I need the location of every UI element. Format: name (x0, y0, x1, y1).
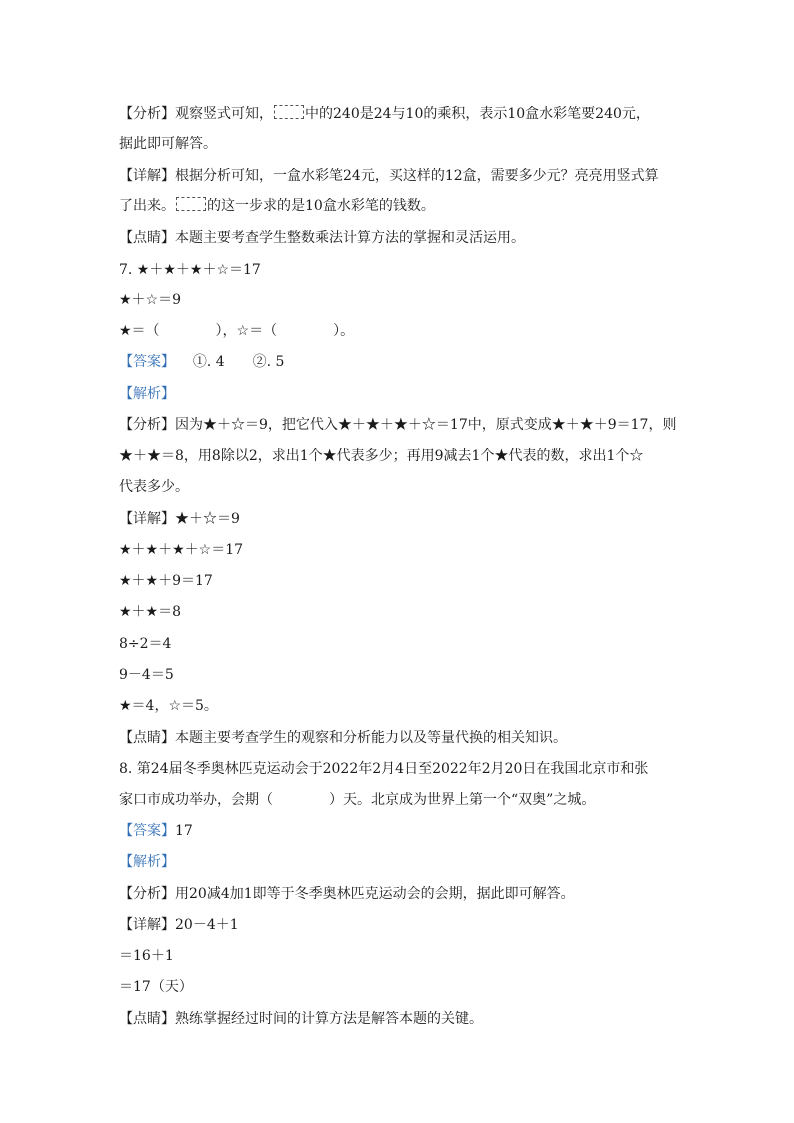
q7-detail-1: 【详解】★＋☆＝9 (119, 511, 240, 527)
q7-condition: ★＋☆＝9 (119, 292, 182, 308)
q7-analysis-2: ★＋★＝8，用8除以2，求出1个★代表多少；再用9减去1个★代表的数，求出1个☆ (119, 448, 644, 464)
q7-comment: 【点睛】本题主要考查学生的观察和分析能力以及等量代换的相关知识。 (119, 730, 567, 746)
answer-label: 【答案】 (119, 823, 175, 839)
q7-detail-2: ★＋★＋★＋☆＝17 (119, 542, 244, 558)
detail-line-1: 【详解】根据分析可知，一盒水彩笔24元，买这样的12盒，需要多少元？亮亮用竖式算 (119, 168, 659, 184)
q7-explain-label: 【解析】 (119, 386, 175, 402)
analysis-line-2: 据此即可解答。 (119, 136, 217, 152)
q8-explain-label: 【解析】 (119, 854, 175, 870)
q8-detail-3: ＝17（天） (119, 979, 193, 995)
q7-answer (119, 352, 679, 372)
q7-blanks: ★＝（ ），☆＝（ ）。 (119, 323, 355, 339)
answer-label: 【答案】 (119, 354, 175, 370)
dashed-box-icon (176, 197, 206, 211)
q8-stem-1: 8. 第24届冬季奥林匹克运动会于2022年2月4日至2022年2月20日在我国北京市和张 (119, 761, 649, 777)
q7-detail-7: ★＝4，☆＝5。 (119, 698, 218, 714)
q8-comment: 【点睛】熟练掌握经过时间的计算方法是解答本题的关键。 (119, 1011, 483, 1027)
comment-line: 【点睛】本题主要考查学生整数乘法计算方法的掌握和灵活运用。 (119, 230, 525, 246)
q7-detail-3: ★＋★＋9＝17 (119, 573, 213, 589)
q8-answer (119, 821, 679, 841)
q7-detail-4: ★＋★＝8 (119, 604, 182, 620)
q8-detail-2: ＝16＋1 (119, 948, 174, 964)
q8-detail-1: 【详解】20－4＋1 (119, 917, 239, 933)
q7-analysis-3: 代表多少。 (119, 479, 189, 495)
q8-analysis: 【分析】用20减4加1即等于冬季奥林匹克运动会的会期，据此即可解答。 (119, 886, 575, 902)
analysis-line-1: 【分析】观察竖式可知， 中的240是24与10的乘积，表示10盒水彩笔要240元， (119, 106, 650, 122)
q7-detail-6: 9－4＝5 (119, 667, 174, 683)
detail-line-2: 了出来。 的这一步求的是10盒水彩笔的钱数。 (119, 198, 435, 214)
q8-stem-2: 家口市成功举办，会期（ ）天。北京成为世界上第一个“双奥”之城。 (119, 792, 596, 808)
dashed-box-icon (274, 105, 304, 119)
q7-detail-5: 8÷2＝4 (119, 636, 172, 652)
answer-value: ①. 4 ②. 5 (192, 354, 285, 370)
answer-value: 17 (175, 823, 193, 839)
q7-analysis-1: 【分析】因为★＋☆＝9，把它代入★＋★＋★＋☆＝17中，原式变成★＋★＋9＝17，则 (119, 417, 677, 433)
q7-stem: 7. ★＋★＋★＋☆＝17 (119, 262, 261, 278)
